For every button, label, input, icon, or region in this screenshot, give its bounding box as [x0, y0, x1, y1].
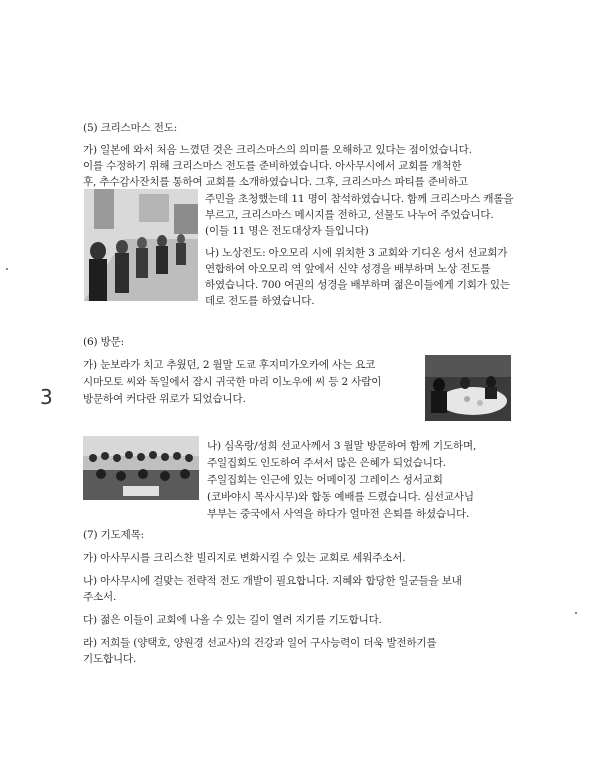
s6-b-line-3: 주일집회는 인근에 있는 어메이징 그레이스 성서교회 [207, 474, 443, 486]
s6-a-line-3: 방문하여 커다란 위로가 되었습니다. [83, 393, 246, 405]
s5-a-line-4: 주민을 초청했는데 11 명이 참석하였습니다. 함께 크리스마스 캐롤을 [205, 193, 514, 205]
s5-b-line-4: 데로 전도를 하였습니다. [205, 295, 315, 307]
s6-a-line-2: 시마모토 씨와 독일에서 잠시 귀국한 마리 이노우에 씨 등 2 사람이 [83, 376, 382, 388]
page-number: 3 [40, 385, 53, 409]
street-evangelism-photo [84, 189, 198, 301]
prayer-item-3: 다) 젊은 이들이 교회에 나올 수 있는 길이 열려 지기를 기도합니다. [83, 614, 382, 626]
prayer-item-1: 가) 아사무시를 크리스찬 빌리지로 변화시킬 수 있는 교회로 세워주소서. [83, 552, 406, 564]
prayer-item-4: 라) 저희들 (양택호, 양원경 선교사)의 건강과 일어 구사능력이 더욱 발전하기를 [83, 637, 437, 649]
s5-a-line-5: 부르고, 크리스마스 메시지를 전하고, 선물도 나누어 주었습니다. [205, 209, 494, 221]
s6-b-line-1: 나) 심옥랑/성희 선교사께서 3 월말 방문하여 함께 기도하며, [207, 440, 477, 452]
s5-a-line-2: 이를 수정하기 위해 크리스마스 전도를 준비하였습니다. 아사무시에서 교회를 개척한 [83, 160, 462, 172]
prayer-item-2: 나) 아사무시에 걸맞는 전략적 전도 개발이 필요합니다. 지혜와 합당한 일군들을 보내 [83, 575, 462, 587]
section-7-heading: (7) 기도제목: [83, 529, 144, 541]
section-5-heading: (5) 크리스마스 전도: [83, 122, 178, 134]
scan-mark [575, 612, 577, 614]
prayer-item-2-cont: 주소서. [83, 591, 117, 603]
s6-a-line-1: 가) 눈보라가 치고 추웠던, 2 월말 도쿄 후지미가오카에 사는 요코 [83, 359, 376, 371]
s5-b-line-1: 나) 노상전도: 아오모리 시에 위치한 3 교회와 기디온 성서 선교회가 [205, 247, 508, 259]
s5-a-line-6: (이들 11 명은 전도대상자 들입니다) [205, 225, 369, 237]
group-visit-photo [83, 436, 199, 500]
s6-b-line-4: (코바야시 목사시무)와 합동 예배를 드렸습니다. 심선교사님 [207, 491, 474, 503]
s5-a-line-3: 후, 추수감사잔치를 통하여 교회를 소개하였습니다. 그후, 크리스마스 파티를 준비하고 [83, 176, 468, 188]
s5-b-line-2: 연합하여 아오모리 역 앞에서 신약 성경을 배부하며 노상 전도를 [205, 263, 491, 275]
s5-a-line-1: 가) 일본에 와서 처음 느꼈던 것은 크리스마스의 의미를 오해하고 있다는 점이었습니다. [83, 144, 472, 156]
prayer-item-4-cont: 기도합니다. [83, 653, 137, 665]
s6-b-line-5: 부부는 중국에서 사역을 하다가 얼마전 은퇴를 하셨습니다. [207, 508, 470, 520]
visit-table-photo [425, 355, 511, 421]
s6-b-line-2: 주일집회도 인도하여 주셔서 많은 은혜가 되었습니다. [207, 457, 446, 469]
scan-mark [6, 268, 8, 270]
section-6-heading: (6) 방문: [83, 336, 124, 348]
s5-b-line-3: 하였습니다. 700 여권의 성경을 배부하며 젊은이들에게 기회가 있는 [205, 279, 510, 291]
